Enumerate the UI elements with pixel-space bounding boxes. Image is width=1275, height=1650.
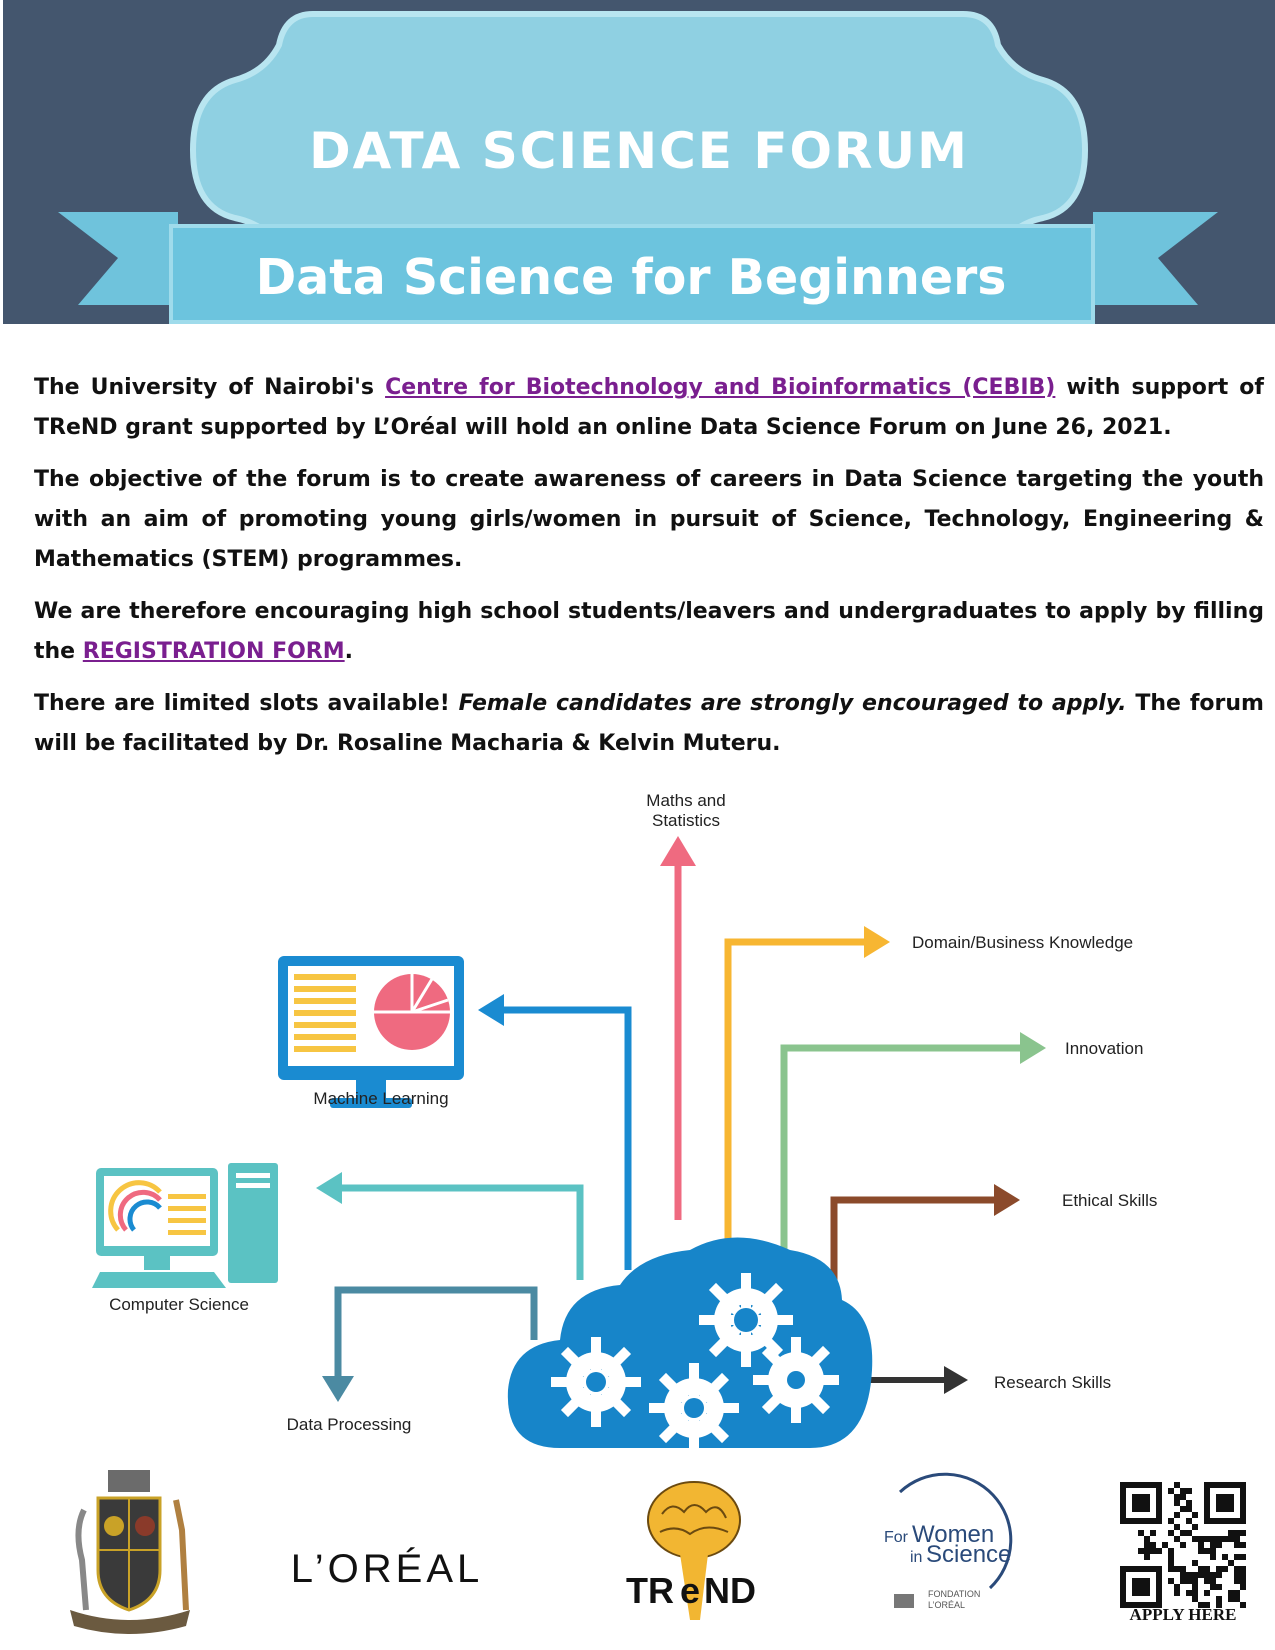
fwis-women: Women	[912, 1521, 995, 1548]
p1-end: with support of TReND grant supported by L’Oréal will hold an online Data Science Forum on June 26, 2021.	[34, 375, 1264, 440]
intro-text	[34, 368, 1264, 776]
machine-learning-arrow	[478, 994, 628, 1270]
data-processing-arrow	[322, 1290, 534, 1402]
banner-subtitle: Data Science for Beginners	[255, 249, 1007, 306]
banner	[3, 0, 1275, 324]
p4-end: The forum will be facilitated by Dr. Rosaline Macharia & Kelvin Muteru.	[34, 691, 1264, 756]
loreal-logo: L’ORÉAL	[290, 1547, 484, 1591]
cloud-gears-icon	[508, 1238, 872, 1449]
fwis-for: For	[884, 1529, 908, 1546]
banner-title: DATA SCIENCE FORUM	[309, 122, 969, 180]
for-women-in-science-logo	[884, 1474, 1011, 1610]
fwis-fondation: FONDATION	[928, 1589, 981, 1599]
p4-start: There are limited slots available!	[34, 691, 450, 716]
fwis-science: Science	[926, 1541, 1012, 1568]
label-computer-science: Computer Science	[109, 1295, 249, 1314]
desktop-computer-icon	[92, 1163, 278, 1288]
cebib-link[interactable]: Centre for Biotechnology and Bioinformatics (CEBIB)	[385, 375, 1056, 400]
paragraph-4	[34, 684, 1264, 764]
label-research: Research Skills	[994, 1373, 1112, 1392]
fwis-loreal: L’ORÉAL	[928, 1600, 966, 1610]
p3-end: .	[344, 639, 353, 664]
qr-code-icon[interactable]	[1117, 1479, 1249, 1611]
data-science-diagram	[0, 780, 1275, 1460]
label-maths-1: Maths and	[646, 791, 726, 810]
label-innovation: Innovation	[1065, 1039, 1144, 1058]
research-arrow	[870, 1366, 968, 1394]
monitor-pie-chart-icon	[278, 956, 464, 1108]
trend-logo	[626, 1482, 756, 1620]
paragraph-2: The objective of the forum is to create awareness of careers in Data Science targeting the youth with an aim of promoting young girls/women in pursuit of Science, Technology, Engineering & Mathematics (STEM) programmes.	[34, 467, 1264, 572]
paragraph-1	[34, 368, 1264, 448]
label-data-processing: Data Processing	[286, 1415, 412, 1434]
maths-arrow	[660, 836, 696, 1220]
p3-start: We are therefore encouraging high school students/leavers and undergraduates to apply by filling the	[34, 599, 1264, 664]
label-ethical: Ethical Skills	[1062, 1191, 1158, 1210]
ethical-arrow	[834, 1184, 1020, 1300]
label-domain: Domain/Business Knowledge	[912, 933, 1134, 952]
trend-text-1: TR	[626, 1570, 674, 1611]
apply-here-label[interactable]: APPLY HERE	[1129, 1605, 1237, 1624]
registration-form-link[interactable]: REGISTRATION FORM	[82, 639, 345, 664]
label-machine-learning: Machine Learning	[313, 1089, 449, 1108]
p4-emphasis: Female candidates are strongly encouraged to apply.	[458, 691, 1127, 716]
innovation-arrow	[784, 1032, 1046, 1260]
label-maths-2: Statistics	[651, 811, 721, 830]
university-crest-logo	[70, 1470, 190, 1634]
paragraph-3	[34, 592, 1264, 672]
trend-text-2: e	[680, 1570, 701, 1611]
computer-science-arrow	[316, 1172, 580, 1280]
p1-start: The University of Nairobi's	[34, 375, 374, 400]
sponsor-logos	[0, 1470, 1275, 1650]
fwis-in: in	[910, 1549, 923, 1566]
trend-text-3: ND	[704, 1570, 756, 1611]
